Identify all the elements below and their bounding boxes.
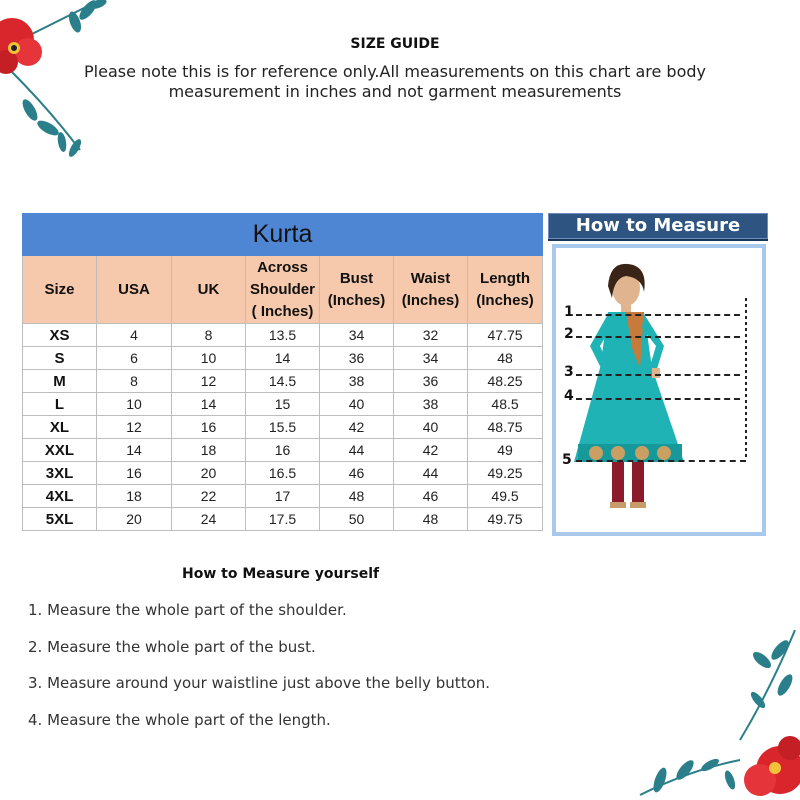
table-row — [23, 370, 543, 393]
model-figure — [556, 248, 762, 532]
table-caption: Kurta — [23, 214, 543, 256]
measure-line — [576, 314, 740, 316]
list-item: 1. Measure the whole part of the shoulder. — [28, 601, 347, 619]
measure-line — [576, 336, 740, 338]
table-row — [23, 462, 543, 485]
table-cell: 24 — [172, 508, 246, 531]
table-cell: 8 — [172, 324, 246, 347]
table-cell: 49.5 — [468, 485, 543, 508]
table-cell: 20 — [172, 462, 246, 485]
table-cell: 12 — [97, 416, 172, 439]
table-cell: 6 — [97, 347, 172, 370]
table-cell: 42 — [394, 439, 468, 462]
size-cell: 3XL — [23, 462, 97, 485]
size-cell: M — [23, 370, 97, 393]
table-row — [23, 416, 543, 439]
table-cell: 4 — [97, 324, 172, 347]
table-cell: 13.5 — [246, 324, 320, 347]
table-cell: 17 — [246, 485, 320, 508]
table-cell: 40 — [320, 393, 394, 416]
size-cell: 5XL — [23, 508, 97, 531]
table-cell: 48 — [468, 347, 543, 370]
list-item: 2. Measure the whole part of the bust. — [28, 637, 316, 656]
instructions-title: How to Measure yourself — [182, 566, 380, 582]
table-cell: 48.5 — [468, 393, 543, 416]
table-cell: 48 — [320, 485, 394, 508]
list-item: 4. Measure the whole part of the length. — [28, 710, 331, 729]
table-cell: 36 — [320, 347, 394, 370]
marker-label: 1 — [564, 304, 574, 320]
table-cell: 18 — [97, 485, 172, 508]
table-cell: 16 — [97, 462, 172, 485]
table-cell: 14 — [97, 439, 172, 462]
marker-label: 4 — [564, 388, 574, 404]
table-cell: 47.75 — [468, 324, 543, 347]
table-cell: 8 — [97, 370, 172, 393]
table-row — [23, 347, 543, 370]
table-cell: 46 — [320, 462, 394, 485]
measure-line — [576, 374, 740, 376]
marker-label: 3 — [564, 364, 574, 380]
table-row — [23, 485, 543, 508]
table-cell: 48.75 — [468, 416, 543, 439]
table-cell: 18 — [172, 439, 246, 462]
column-header: Bust (Inches) — [320, 256, 394, 324]
size-cell: S — [23, 347, 97, 370]
table-cell: 44 — [394, 462, 468, 485]
table-cell: 22 — [172, 485, 246, 508]
column-header: USA — [97, 256, 172, 324]
size-cell: XS — [23, 324, 97, 347]
how-to-measure-title: How to Measure — [548, 213, 768, 239]
floral-decoration-bottom-right — [630, 630, 800, 800]
column-header: Length (Inches) — [468, 256, 543, 324]
table-cell: 14.5 — [246, 370, 320, 393]
table-cell: 44 — [320, 439, 394, 462]
column-header: Across Shoulder ( Inches) — [246, 256, 320, 324]
table-row — [23, 508, 543, 531]
instructions-list — [28, 600, 490, 746]
table-cell: 16.5 — [246, 462, 320, 485]
table-cell: 49.25 — [468, 462, 543, 485]
red-flower-icon — [744, 736, 800, 796]
table-cell: 16 — [246, 439, 320, 462]
table-cell: 15 — [246, 393, 320, 416]
size-cell: 4XL — [23, 485, 97, 508]
table-cell: 12 — [172, 370, 246, 393]
list-item: 3. Measure around your waistline just above the belly button. — [28, 674, 491, 692]
column-header: UK — [172, 256, 246, 324]
table-cell: 34 — [320, 324, 394, 347]
table-cell: 42 — [320, 416, 394, 439]
table-cell: 32 — [394, 324, 468, 347]
table-cell: 48.25 — [468, 370, 543, 393]
table-cell: 17.5 — [246, 508, 320, 531]
table-cell: 38 — [394, 393, 468, 416]
disclaimer-note: Please note this is for reference only.All measurements on this chart are body measurement in inches and not garment measurements — [84, 62, 706, 101]
table-row — [23, 439, 543, 462]
table-cell: 10 — [172, 347, 246, 370]
table-cell: 49 — [468, 439, 543, 462]
table-cell: 34 — [394, 347, 468, 370]
table-cell: 15.5 — [246, 416, 320, 439]
table-row — [23, 393, 543, 416]
page-title: SIZE GUIDE — [350, 36, 440, 52]
table-cell: 14 — [172, 393, 246, 416]
table-cell: 38 — [320, 370, 394, 393]
marker-label: 5 — [562, 452, 572, 468]
measure-line — [576, 460, 746, 462]
marker-label: 2 — [564, 326, 574, 342]
table-cell: 49.75 — [468, 508, 543, 531]
size-table — [22, 213, 543, 531]
table-cell: 16 — [172, 416, 246, 439]
table-header-row — [23, 256, 543, 324]
table-cell: 46 — [394, 485, 468, 508]
measure-line — [576, 398, 740, 400]
table-cell: 48 — [394, 508, 468, 531]
table-cell: 50 — [320, 508, 394, 531]
table-cell: 10 — [97, 393, 172, 416]
table-cell: 14 — [246, 347, 320, 370]
table-cell: 36 — [394, 370, 468, 393]
measure-illustration — [552, 244, 766, 536]
size-cell: L — [23, 393, 97, 416]
column-header: Size — [23, 256, 97, 324]
column-header: Waist (Inches) — [394, 256, 468, 324]
table-row — [23, 324, 543, 347]
size-cell: XL — [23, 416, 97, 439]
size-cell: XXL — [23, 439, 97, 462]
table-cell: 40 — [394, 416, 468, 439]
table-cell: 20 — [97, 508, 172, 531]
